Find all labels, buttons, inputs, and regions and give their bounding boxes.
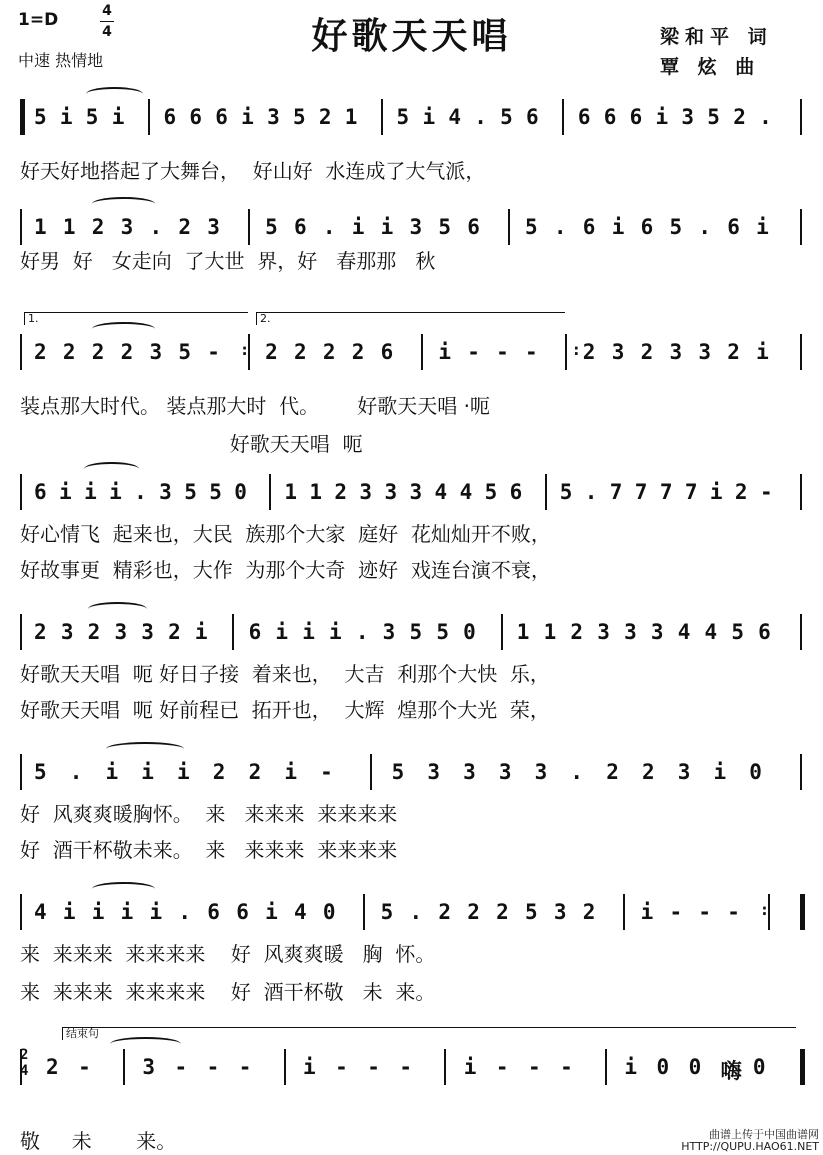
note: 3 bbox=[597, 620, 610, 644]
slur bbox=[92, 197, 156, 211]
note: 0 bbox=[749, 760, 762, 784]
slur bbox=[106, 742, 185, 756]
note: 3 bbox=[114, 620, 128, 644]
note: i bbox=[275, 620, 289, 644]
note: 1 bbox=[62, 215, 76, 239]
repeat-dots: : bbox=[239, 340, 250, 359]
lyricist-credit: 梁和平 词 bbox=[660, 26, 773, 48]
barline bbox=[363, 894, 365, 930]
note: i bbox=[120, 900, 134, 924]
note: 6 bbox=[629, 105, 643, 129]
lyric-line: 来 来来来 来来来来 好 风爽爽暖 胸 怀。 bbox=[20, 942, 436, 966]
note: i bbox=[241, 105, 254, 129]
note: i bbox=[640, 900, 654, 924]
note: - bbox=[78, 1055, 91, 1079]
note: i bbox=[422, 105, 436, 129]
note: - bbox=[560, 1055, 573, 1079]
notes-line bbox=[20, 754, 805, 788]
notes-line bbox=[20, 894, 805, 928]
note: i bbox=[59, 105, 73, 129]
watermark-line2: HTTP://QUPU.HAO61.NET bbox=[681, 1140, 819, 1153]
barline bbox=[20, 99, 25, 135]
barline bbox=[605, 1049, 607, 1085]
lyric-line: 好歌天天唱 呃 好日子接 着来也， 大吉 利那个大快 乐， bbox=[20, 662, 550, 686]
note: 6 bbox=[467, 215, 480, 239]
note: 5 bbox=[525, 900, 538, 924]
song-title: 好歌天天唱 bbox=[311, 16, 512, 57]
key-signature: 1=D bbox=[18, 10, 59, 30]
note: 5 bbox=[184, 480, 197, 504]
meter-bottom: 4 bbox=[20, 1063, 29, 1079]
lyric-line: 好歌天天唱 呃 好前程已 拓开也， 大辉 煌那个大光 荣， bbox=[20, 698, 550, 722]
lyric-line: 好歌天天唱 呃 bbox=[20, 432, 363, 456]
note: 3 bbox=[650, 620, 664, 644]
note: 2 bbox=[582, 340, 596, 364]
note: 7 bbox=[634, 480, 648, 504]
score-line-3 bbox=[20, 312, 805, 456]
note: i bbox=[329, 620, 342, 644]
note: 5 bbox=[391, 760, 405, 784]
note: 2 bbox=[265, 340, 278, 364]
note: - bbox=[698, 900, 711, 924]
tempo-marking: 中速 热情地 bbox=[18, 51, 104, 70]
note: . bbox=[474, 105, 487, 129]
barline bbox=[508, 209, 510, 245]
note: 5 bbox=[396, 105, 410, 129]
note: 3 bbox=[267, 105, 280, 129]
note: i bbox=[438, 340, 452, 364]
note: i bbox=[351, 215, 365, 239]
note: - bbox=[320, 760, 333, 784]
note: 2 bbox=[606, 760, 619, 784]
barline bbox=[800, 894, 805, 930]
note: 2 bbox=[178, 215, 192, 239]
note: 5 bbox=[525, 215, 538, 239]
note: . bbox=[584, 480, 598, 504]
composer-credit: 覃 炫 曲 bbox=[660, 56, 761, 78]
note: 3 bbox=[149, 340, 163, 364]
note: 1 bbox=[543, 620, 557, 644]
note: 6 bbox=[207, 900, 220, 924]
note: - bbox=[335, 1055, 348, 1079]
note: 2 bbox=[168, 620, 181, 644]
lyric-line: 好心情飞 起来也，大民 族那个大家 庭好 花灿灿开不败， bbox=[20, 522, 551, 546]
note: 6 bbox=[758, 620, 771, 644]
note: . bbox=[149, 215, 163, 239]
watermark-line1: 曲谱上传于中国曲谱网 bbox=[709, 1128, 819, 1141]
note: i bbox=[380, 215, 394, 239]
note: 3 bbox=[60, 620, 74, 644]
note: - bbox=[525, 340, 538, 364]
note: 3 bbox=[409, 480, 423, 504]
note: i bbox=[91, 900, 105, 924]
note: 6 bbox=[640, 215, 654, 239]
repeat-dots: : bbox=[759, 900, 770, 919]
note: 2 bbox=[734, 480, 748, 504]
note: 7 bbox=[684, 480, 698, 504]
note: 3 bbox=[382, 620, 396, 644]
note: 0 bbox=[752, 1055, 766, 1079]
note: 5 bbox=[34, 760, 47, 784]
note: . bbox=[553, 215, 567, 239]
note: 6 bbox=[215, 105, 228, 129]
repeat-barline bbox=[565, 334, 567, 370]
score-line-5 bbox=[20, 610, 805, 722]
note: 2 bbox=[318, 105, 332, 129]
barline bbox=[370, 754, 372, 790]
note: 5 bbox=[34, 105, 47, 129]
note: 6 bbox=[577, 105, 591, 129]
note: 2 bbox=[334, 480, 348, 504]
note: 5 bbox=[292, 105, 306, 129]
note: 3 bbox=[142, 1055, 156, 1079]
note: 2 bbox=[34, 620, 47, 644]
note: 5 bbox=[265, 215, 278, 239]
note: 5 bbox=[669, 215, 683, 239]
note: i bbox=[303, 1055, 316, 1079]
lyric-line: 来 来来来 来来来来 好 酒干杯敬 未 来。 bbox=[20, 980, 436, 1004]
note: 6 bbox=[163, 105, 177, 129]
barline bbox=[269, 474, 271, 510]
note: - bbox=[495, 1055, 509, 1079]
note: 5 bbox=[409, 620, 423, 644]
slur bbox=[86, 87, 143, 101]
note: - bbox=[367, 1055, 380, 1079]
note: 4 bbox=[704, 620, 718, 644]
note: 6 bbox=[293, 215, 307, 239]
note: 3 bbox=[611, 340, 625, 364]
note: 0 bbox=[234, 480, 247, 504]
note: i bbox=[265, 900, 278, 924]
time-signature-change bbox=[20, 1047, 28, 1079]
note: 0 bbox=[688, 1055, 702, 1079]
note: 3 bbox=[698, 340, 711, 364]
note: . bbox=[570, 760, 584, 784]
note: - bbox=[238, 1055, 252, 1079]
note: i bbox=[611, 215, 625, 239]
note: 5 bbox=[731, 620, 744, 644]
note: 7 bbox=[659, 480, 673, 504]
barline bbox=[800, 614, 802, 650]
note: i bbox=[713, 760, 727, 784]
barline bbox=[284, 1049, 286, 1085]
note: - bbox=[759, 480, 773, 504]
barline bbox=[800, 1049, 805, 1085]
note: 5 bbox=[500, 105, 513, 129]
note: 7 bbox=[609, 480, 623, 504]
note: 2 bbox=[91, 340, 105, 364]
barline bbox=[800, 474, 802, 510]
note: 1 bbox=[344, 105, 358, 129]
note: 0 bbox=[656, 1055, 670, 1079]
note: 4 bbox=[459, 480, 473, 504]
note: i bbox=[655, 105, 669, 129]
note: 2 bbox=[120, 340, 134, 364]
note: . bbox=[134, 480, 147, 504]
meter-top: 2 bbox=[20, 1047, 29, 1063]
note: 1 bbox=[284, 480, 297, 504]
note: 2 bbox=[733, 105, 746, 129]
note: i bbox=[709, 480, 723, 504]
note: 0 bbox=[322, 900, 336, 924]
note: . bbox=[69, 760, 83, 784]
note: 3 bbox=[159, 480, 172, 504]
slur bbox=[88, 602, 147, 616]
note: 5 bbox=[559, 480, 573, 504]
note: 5 bbox=[484, 480, 498, 504]
note: . bbox=[409, 900, 423, 924]
note: i bbox=[177, 760, 190, 784]
note: 2 bbox=[62, 340, 76, 364]
note: 0 bbox=[463, 620, 476, 644]
note: 6 bbox=[236, 900, 249, 924]
note: . bbox=[759, 105, 772, 129]
note: 6 bbox=[34, 480, 47, 504]
note: . bbox=[698, 215, 711, 239]
note: 3 bbox=[463, 760, 476, 784]
notes-line bbox=[20, 474, 805, 508]
note: - bbox=[467, 340, 480, 364]
note: - bbox=[399, 1055, 413, 1079]
volta-2: 2. bbox=[256, 312, 565, 325]
note: 2 bbox=[87, 620, 101, 644]
note: 2 bbox=[467, 900, 480, 924]
note: 6 bbox=[509, 480, 523, 504]
note: 嗨 bbox=[720, 1059, 742, 1083]
note: 3 bbox=[207, 215, 220, 239]
note: 6 bbox=[380, 340, 394, 364]
note: 1 bbox=[309, 480, 323, 504]
note: 2 bbox=[91, 215, 105, 239]
barline bbox=[20, 614, 22, 650]
note: - bbox=[669, 900, 683, 924]
lyric-line: 敬 未 来。 bbox=[20, 1129, 177, 1153]
note: 5 bbox=[85, 105, 99, 129]
note: 5 bbox=[178, 340, 192, 364]
barline bbox=[20, 334, 22, 370]
ending-bracket: 结束句 bbox=[62, 1027, 796, 1040]
note: i bbox=[141, 760, 154, 784]
watermark bbox=[681, 1129, 819, 1153]
score-line-6 bbox=[20, 750, 805, 862]
note: i bbox=[59, 480, 72, 504]
score-line-4 bbox=[20, 470, 805, 582]
note: 2 bbox=[640, 340, 654, 364]
note: 4 bbox=[34, 900, 47, 924]
note: - bbox=[527, 1055, 541, 1079]
note: 5 bbox=[436, 620, 449, 644]
note: i bbox=[149, 900, 163, 924]
note: - bbox=[174, 1055, 188, 1079]
note: 6 bbox=[526, 105, 539, 129]
barline bbox=[562, 99, 564, 135]
note: 1 bbox=[516, 620, 530, 644]
note: 2 bbox=[46, 1055, 59, 1079]
barline bbox=[20, 754, 22, 790]
note: 3 bbox=[409, 215, 423, 239]
barline bbox=[800, 754, 802, 790]
note: 3 bbox=[120, 215, 134, 239]
note: 3 bbox=[384, 480, 398, 504]
note: 3 bbox=[498, 760, 512, 784]
lyric-line: 好天好地搭起了大舞台， 好山好 水连成了大气派， bbox=[20, 159, 486, 183]
note: 2 bbox=[248, 760, 262, 784]
barline bbox=[20, 894, 22, 930]
note: 2 bbox=[641, 760, 655, 784]
notes-line bbox=[20, 614, 805, 648]
note: 6 bbox=[248, 620, 262, 644]
note: i bbox=[302, 620, 315, 644]
barline bbox=[444, 1049, 446, 1085]
slur bbox=[84, 462, 139, 476]
lyric-line: 好故事更 精彩也，大作 为那个大奇 迹好 戏连台演不衰， bbox=[20, 558, 551, 582]
volta-1: 1. bbox=[24, 312, 248, 325]
note: . bbox=[322, 215, 336, 239]
score-line-2 bbox=[20, 205, 805, 273]
note: 3 bbox=[624, 620, 637, 644]
note: 4 bbox=[293, 900, 307, 924]
barline bbox=[545, 474, 547, 510]
notes-line bbox=[20, 334, 805, 368]
note: i bbox=[105, 760, 119, 784]
note: 3 bbox=[553, 900, 567, 924]
barline bbox=[20, 209, 22, 245]
note: 4 bbox=[677, 620, 691, 644]
notes-line bbox=[20, 1049, 805, 1083]
barline bbox=[123, 1049, 125, 1085]
note: 2 bbox=[438, 900, 452, 924]
note: 1 bbox=[34, 215, 47, 239]
note: 6 bbox=[582, 215, 596, 239]
meter-bottom: 4 bbox=[102, 24, 112, 40]
note: 2 bbox=[293, 340, 307, 364]
barline bbox=[248, 209, 250, 245]
lyric-line: 好 风爽爽暖胸怀。 来 来来来 来来来来 bbox=[20, 802, 398, 826]
lyric-line: 好男 好 女走向 了大世 界，好 春那那 秋 bbox=[20, 249, 436, 273]
note: i bbox=[756, 340, 769, 364]
note: - bbox=[206, 1055, 220, 1079]
notes-line bbox=[20, 99, 805, 133]
barline bbox=[20, 474, 22, 510]
note: i bbox=[109, 480, 122, 504]
lyric-line: 好 酒干杯敬未来。 来 来来来 来来来来 bbox=[20, 838, 398, 862]
note: 3 bbox=[669, 340, 683, 364]
barline bbox=[800, 209, 802, 245]
note: 3 bbox=[427, 760, 441, 784]
note: i bbox=[62, 900, 76, 924]
note: 5 bbox=[380, 900, 394, 924]
repeat-dots: : bbox=[571, 340, 582, 359]
note: - bbox=[207, 340, 220, 364]
note: 2 bbox=[496, 900, 509, 924]
barline bbox=[800, 334, 802, 370]
lyric-line: 装点那大时代。 装点那大时 代。 好歌天天唱 ·呃 bbox=[20, 394, 490, 418]
note: 5 bbox=[707, 105, 720, 129]
notes-line bbox=[20, 209, 805, 243]
note: 6 bbox=[603, 105, 617, 129]
barline bbox=[232, 614, 234, 650]
note: 3 bbox=[141, 620, 154, 644]
note: 6 bbox=[189, 105, 203, 129]
note: i bbox=[756, 215, 769, 239]
barline bbox=[148, 99, 150, 135]
note: 2 bbox=[212, 760, 226, 784]
note: 2 bbox=[322, 340, 336, 364]
barline bbox=[381, 99, 383, 135]
slur bbox=[92, 882, 156, 896]
note: 2 bbox=[582, 900, 596, 924]
note: i bbox=[84, 480, 97, 504]
note: 5 bbox=[438, 215, 452, 239]
note: 3 bbox=[359, 480, 373, 504]
barline bbox=[421, 334, 423, 370]
barline bbox=[623, 894, 625, 930]
note: 2 bbox=[351, 340, 365, 364]
note: 2 bbox=[727, 340, 740, 364]
note: 4 bbox=[448, 105, 461, 129]
note: i bbox=[194, 620, 208, 644]
note: 3 bbox=[677, 760, 691, 784]
score-line-7 bbox=[20, 890, 805, 1004]
meter-top: 4 bbox=[102, 3, 112, 19]
note: 3 bbox=[681, 105, 695, 129]
note: . bbox=[355, 620, 369, 644]
note: 5 bbox=[209, 480, 222, 504]
note: 6 bbox=[727, 215, 740, 239]
barline bbox=[501, 614, 503, 650]
note: 2 bbox=[570, 620, 584, 644]
note: i bbox=[463, 1055, 477, 1079]
note: 2 bbox=[34, 340, 47, 364]
note: - bbox=[496, 340, 509, 364]
note: i bbox=[111, 105, 125, 129]
note: 4 bbox=[434, 480, 448, 504]
score-line-1 bbox=[20, 95, 805, 183]
time-signature bbox=[100, 2, 114, 41]
barline bbox=[800, 99, 802, 135]
note: - bbox=[727, 900, 740, 924]
note: i bbox=[624, 1055, 637, 1079]
note: i bbox=[284, 760, 297, 784]
note: 3 bbox=[534, 760, 548, 784]
note: . bbox=[178, 900, 192, 924]
